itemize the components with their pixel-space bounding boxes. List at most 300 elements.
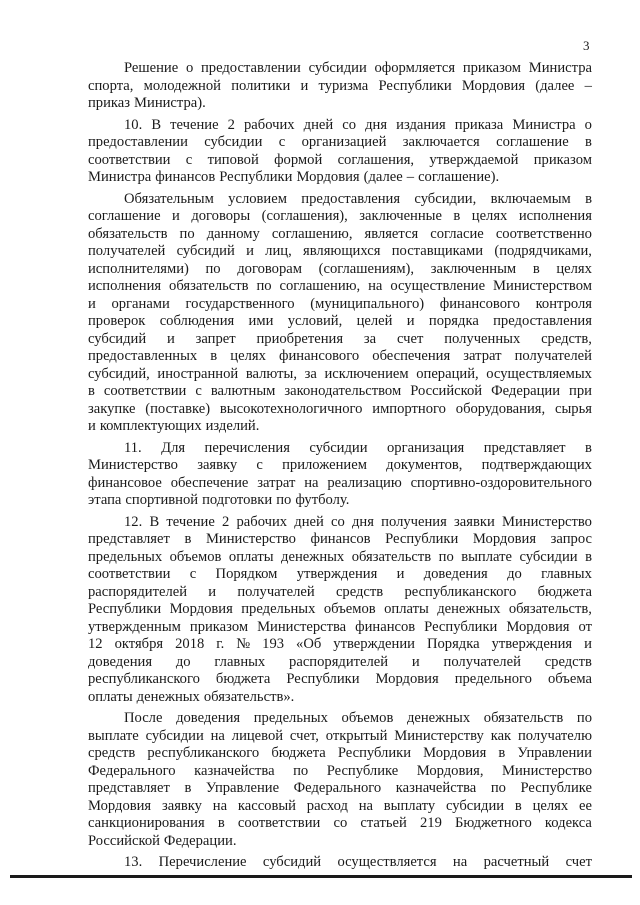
word: субсидий (262, 854, 322, 870)
word: получения (381, 513, 447, 530)
word: Мордовия (375, 671, 439, 687)
word: и (406, 313, 415, 329)
text-line (88, 584, 592, 602)
word: (далее (363, 169, 403, 185)
text-line (88, 418, 592, 436)
word: 11. (124, 439, 142, 456)
word: дня (352, 513, 374, 530)
word: 12. (124, 513, 143, 530)
word: кодекса (544, 815, 592, 831)
word: по (490, 780, 506, 796)
word: исполнения (518, 208, 592, 224)
word: дня (365, 116, 388, 133)
word: законодательством (284, 383, 402, 399)
word: валюты, (245, 365, 297, 382)
word: по (576, 710, 592, 726)
word: средств (88, 745, 136, 761)
word: запрет (195, 330, 236, 347)
word: (соглашениям), (318, 260, 415, 277)
word: утверждения (296, 566, 378, 582)
word: главных (541, 566, 592, 582)
word: в (585, 439, 592, 456)
word: объемов (323, 601, 376, 617)
word: объемов (341, 710, 394, 726)
text-line (88, 331, 592, 349)
word: сырья (554, 400, 592, 417)
word: субсидий (176, 243, 235, 259)
word: высокотехнологичного (219, 400, 363, 417)
word: с (256, 457, 263, 473)
word: субсидии (145, 727, 204, 744)
word: оборудования, (455, 400, 546, 417)
word: в (532, 260, 540, 277)
word: Республики (88, 601, 162, 617)
word: оплаты (384, 601, 429, 617)
word: и (166, 330, 175, 347)
word: ее (579, 797, 592, 814)
word: Мордовия (88, 797, 152, 814)
word: течение (170, 116, 219, 133)
footer-rule (10, 875, 632, 878)
word: контроля (535, 295, 592, 312)
word: финансов (310, 531, 371, 547)
word: и (396, 566, 405, 582)
word: субсидии (308, 60, 367, 76)
word: и (208, 583, 217, 600)
word: соглашение). (418, 169, 500, 185)
word: получателей (88, 243, 166, 259)
word: Мордовия (296, 169, 360, 185)
word: в (585, 134, 592, 150)
word: финансов (355, 618, 416, 635)
word: органами (111, 295, 170, 312)
word: на (452, 854, 468, 870)
word: Перечисление (158, 854, 247, 870)
word: на (210, 727, 225, 744)
word: целях (532, 797, 569, 814)
word: открытый (325, 727, 388, 744)
word: финансового (439, 295, 520, 312)
word: ими (248, 313, 274, 329)
word: политики (231, 77, 291, 94)
word: субсидии, (414, 190, 477, 207)
word: Министра (512, 116, 576, 133)
word: соответствии (103, 383, 187, 399)
word: и (246, 243, 254, 259)
word: в (514, 797, 522, 814)
word: с (195, 383, 202, 399)
word: и (411, 653, 420, 670)
text-line (88, 710, 592, 728)
text-line (88, 854, 592, 872)
word: в (184, 531, 192, 547)
word: проверок (88, 313, 146, 329)
word: на (304, 474, 319, 491)
word: счет, (289, 727, 319, 744)
word: бюджета (271, 745, 326, 761)
word: предельного (454, 671, 532, 687)
word: Порядка (426, 636, 480, 652)
word: по (179, 225, 195, 242)
word: Министерству (394, 727, 484, 744)
word: Республики (424, 618, 498, 635)
word: Министерство (205, 531, 296, 547)
text-line (88, 313, 592, 331)
word: издания (396, 116, 446, 133)
word: После (124, 710, 163, 726)
word: Мордовия (506, 618, 570, 635)
word: с (278, 134, 286, 150)
word: приложением (282, 457, 367, 473)
word: (соглашения), (261, 208, 348, 224)
word: до (175, 653, 191, 670)
word: при (569, 383, 592, 399)
word: целях (556, 260, 592, 277)
word: Министра (88, 169, 152, 185)
word: денежных (281, 548, 345, 565)
word: распорядителей (88, 583, 188, 600)
word: условием (228, 190, 287, 207)
word: республиканского (147, 745, 260, 761)
word: валютным (210, 383, 276, 399)
word: В (149, 513, 160, 530)
word: организация (386, 439, 465, 456)
word: (муниципального) (310, 295, 425, 312)
word: изделий. (205, 418, 260, 434)
word: соглашение (496, 134, 569, 150)
word: являющихся (303, 243, 381, 259)
word: за (363, 330, 377, 347)
word: заключенные (359, 208, 442, 224)
word: расход (306, 797, 348, 814)
word: Республике (520, 780, 592, 796)
text-line (88, 401, 592, 419)
word: оплаты (228, 548, 274, 565)
word: по (256, 278, 272, 294)
word: Федерального (88, 762, 176, 779)
text-line (88, 815, 592, 833)
text-line (88, 296, 592, 314)
word: субсидий, (88, 365, 150, 382)
text-line (88, 152, 592, 170)
word: со (331, 513, 345, 530)
word: (далее (535, 77, 575, 94)
word: финансового (279, 348, 360, 364)
word: казначейства (194, 762, 275, 779)
text-line (88, 549, 592, 567)
word: средств (335, 583, 384, 600)
word: импортного (372, 400, 446, 417)
word: Федерации (491, 383, 561, 399)
word: целях (471, 208, 508, 224)
word: Мордовия (169, 601, 233, 617)
word: по (438, 548, 454, 565)
word: представляет (483, 439, 566, 456)
word: спорта, (88, 77, 134, 94)
word: денежных (437, 601, 501, 617)
word: на (368, 278, 383, 294)
word: получателей (514, 348, 592, 364)
word: предоставленных (88, 348, 198, 364)
text-line (88, 366, 592, 384)
word: республиканского (404, 583, 517, 600)
word: условий, (287, 313, 343, 329)
word: расчетный (483, 854, 550, 870)
word: субсидии (519, 548, 578, 565)
word: 13. (124, 854, 143, 870)
word: течение (166, 513, 215, 530)
word: как (490, 727, 512, 744)
word: главных (214, 653, 266, 670)
word: в (217, 815, 225, 831)
text-line (88, 169, 592, 187)
word: г. (216, 636, 225, 652)
word: обязательств (88, 225, 168, 242)
word: приобретения (256, 330, 344, 347)
word: в (88, 383, 95, 399)
word: Для (161, 439, 186, 456)
word: целей (356, 313, 393, 329)
word: формой (274, 151, 323, 168)
word: лицевой (231, 727, 284, 744)
text-line (88, 226, 592, 244)
text-line (88, 514, 592, 532)
word: этапа (88, 492, 122, 508)
word: государственного (185, 295, 295, 312)
text-line (88, 601, 592, 619)
word: приказом (189, 618, 249, 635)
word: соглашению, (279, 278, 361, 294)
text-line (88, 191, 592, 209)
word: Российской (88, 832, 160, 849)
text-line (88, 348, 592, 366)
word: предельных (241, 601, 316, 617)
text-line (88, 261, 592, 279)
word: приказ (88, 95, 131, 111)
word: доведения (176, 710, 241, 726)
word: бюджета (215, 671, 271, 687)
text-line (88, 780, 592, 798)
word: дней (294, 513, 324, 530)
word: выплате (88, 727, 139, 744)
word: запрос (550, 531, 592, 547)
word: обязательств (483, 710, 564, 726)
word: спортивно-оздоровительного (410, 474, 592, 491)
word: Министра (528, 60, 592, 76)
word: утверждаемой (429, 151, 519, 168)
word: порядка (428, 313, 479, 329)
word: заключается (402, 134, 480, 150)
text-line (88, 475, 592, 493)
word: субсидий (88, 330, 147, 347)
word: и (172, 208, 180, 224)
word: по (205, 260, 221, 277)
word: о (584, 116, 592, 133)
word: по (293, 762, 309, 779)
word: на (212, 797, 228, 814)
text-line (88, 798, 592, 816)
word: исключением (324, 365, 409, 382)
word: поставщиками (391, 243, 484, 259)
word: в (585, 190, 592, 207)
word: обязательств, (508, 601, 592, 617)
word: представляет (88, 531, 170, 547)
word: Республике (326, 762, 399, 779)
word: согласие (430, 225, 484, 242)
word: оформляется (374, 60, 456, 76)
word: комплектующих (99, 418, 202, 434)
word: осуществляемых (486, 365, 592, 382)
text-line (88, 78, 592, 96)
word: соответствии (88, 151, 171, 168)
word: Обязательным (124, 190, 214, 207)
word: и (88, 418, 96, 434)
word: счет (396, 330, 424, 347)
word: санкционирования (88, 815, 205, 831)
word: договорам (237, 260, 302, 277)
word: Российской (410, 383, 483, 399)
text-line (88, 440, 592, 458)
word: Министерства (257, 618, 347, 635)
word: Министерство (502, 762, 592, 779)
word: рабочих (244, 116, 295, 133)
word: подготовки (202, 492, 273, 508)
word: Бюджетного (455, 815, 532, 831)
word: предельных (253, 710, 328, 726)
text-line (88, 728, 592, 746)
word: Мордовия (461, 77, 526, 94)
word: полученных (444, 330, 521, 347)
word: с (189, 566, 197, 582)
word: лиц, (265, 243, 292, 259)
word: соглашению, (271, 225, 353, 242)
word: 12 (88, 636, 103, 652)
text-line (88, 619, 592, 637)
word: «Об (296, 636, 322, 652)
text-line (88, 745, 592, 763)
word: обеспечения (372, 348, 451, 364)
word: выплату (383, 797, 436, 814)
word: статьей (360, 815, 407, 831)
text-line (88, 566, 592, 584)
text-line (88, 60, 592, 78)
word: и (300, 77, 309, 94)
word: 193 (262, 636, 285, 652)
text-line (88, 492, 592, 510)
word: о (185, 60, 194, 76)
word: затрат (463, 348, 502, 364)
word: 2 (227, 116, 235, 133)
word: Мордовия, (416, 762, 484, 779)
word: Решение (124, 60, 179, 76)
word: и (88, 295, 96, 312)
text-line (88, 134, 592, 152)
word: республиканского (88, 671, 200, 687)
word: в (453, 208, 461, 224)
word: организацией (301, 134, 387, 150)
word: приказа (454, 116, 504, 133)
word: в (585, 548, 592, 565)
word: предоставлении (88, 134, 188, 150)
word: объемов (169, 548, 222, 565)
word: за (304, 365, 317, 382)
word: заключенным (430, 260, 517, 277)
word: данному (206, 225, 260, 242)
word: с (185, 151, 193, 168)
word: финансов (155, 169, 216, 185)
word: заявку (197, 457, 238, 473)
word: – (406, 169, 415, 185)
word: В (151, 116, 162, 133)
word: предельных (88, 548, 163, 565)
word: со (333, 815, 348, 831)
word: иностранной (157, 365, 239, 382)
word: счет (565, 854, 592, 870)
word: заявки (454, 513, 495, 530)
word: в (210, 348, 218, 364)
text-line (88, 671, 592, 689)
word: соответствии (237, 815, 321, 831)
word: представляет (88, 780, 170, 796)
word: реализацию (327, 474, 402, 491)
word: получателей (237, 583, 315, 600)
word: молодежной (143, 77, 221, 94)
word: субсидии (309, 439, 368, 456)
word: казначейства (395, 780, 477, 796)
word: обязательств (351, 548, 432, 565)
word: приказом (462, 60, 522, 76)
word: осуществление (390, 278, 486, 294)
word: Министерство (501, 513, 592, 530)
word: 2 (222, 513, 230, 530)
word: 219 (420, 815, 442, 831)
word: и (584, 636, 592, 652)
word: операций, (416, 365, 479, 382)
word: – (584, 77, 592, 94)
word: осуществляется (337, 854, 437, 870)
word: типовой (207, 151, 259, 168)
word: включаемым (490, 190, 571, 207)
word: исполнения (88, 278, 162, 294)
page-number: 3 (583, 38, 590, 53)
word: соглашения, (337, 151, 415, 168)
text-line (88, 636, 592, 654)
text-line (88, 243, 592, 261)
word: утверждении (333, 636, 415, 652)
word: объема (547, 671, 592, 687)
word: средств (544, 653, 592, 670)
word: на (358, 797, 373, 814)
word: (поставке) (145, 400, 211, 417)
word: финансовое (88, 474, 162, 491)
word: утвержденным (88, 618, 181, 635)
word: в (184, 780, 192, 796)
word: Управление (205, 780, 280, 796)
word: получателей (443, 653, 521, 670)
word: Министерством (493, 278, 592, 294)
word: утверждения (491, 636, 573, 652)
word: по (276, 492, 292, 508)
word: Министерство (88, 457, 178, 473)
word: кассовый (237, 797, 296, 814)
word: Республики (337, 745, 412, 761)
word: договоры (191, 208, 251, 224)
word: средств, (541, 330, 592, 347)
word: Федерации. (163, 832, 237, 849)
word: соблюдения (159, 313, 235, 329)
text-line (88, 278, 592, 296)
word: 2018 (175, 636, 205, 652)
